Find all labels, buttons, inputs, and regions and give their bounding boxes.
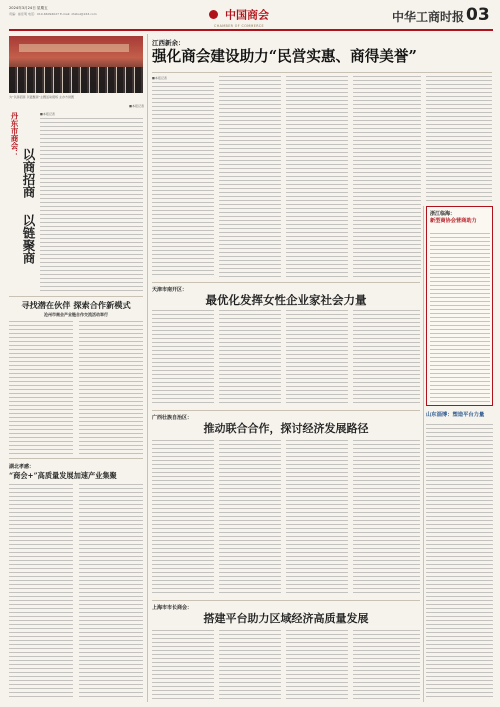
story2-body-col1 (152, 310, 214, 406)
story3-title: 推动联合合作，探讨经济发展路径 (203, 422, 369, 435)
story4-kicker: 上海市市长商会： (152, 605, 193, 611)
story4-body-col1 (152, 630, 214, 700)
story2-rule (152, 282, 420, 283)
logo-box (198, 4, 280, 30)
top-story-body-col4 (353, 76, 421, 278)
column-rule-left (147, 34, 148, 702)
story2-kicker: 天津市南开区： (152, 287, 188, 293)
right-box-title: 新型商协会营商助力 (430, 218, 477, 224)
right-body-2 (426, 424, 493, 700)
left-article3-body-col2 (79, 484, 143, 700)
editor-line: 责编：崔佳明 电话：010-66094027 E-mail: zhzksl@163.com (9, 12, 97, 16)
story3-body-col1 (152, 440, 214, 596)
right-sidebar-box (426, 206, 493, 406)
logo-mark-icon (209, 10, 218, 19)
left-feature-byline: ■本报记者 (40, 112, 55, 116)
top-story-kicker: 江西新余： (152, 39, 185, 47)
left-article2-subtitle: 沧州市商会产业链合作交流活动举行 (44, 312, 108, 317)
logo-subtitle: CHAMBER OF COMMERCE (214, 24, 264, 28)
left-feature-title-b: 以链聚商 (21, 214, 36, 264)
story2-body-col4 (353, 310, 420, 406)
column-rule-right (423, 206, 424, 702)
photo-credit: ■本报记者 (129, 104, 144, 108)
story3-rule (152, 410, 420, 411)
page-number: 03 (466, 5, 490, 25)
left-divider-2 (9, 458, 143, 459)
right-box-body (430, 233, 490, 403)
story3-body-col3 (286, 440, 348, 596)
top-story-title: 强化商会建设助力“民営实惠、商得美誉” (152, 48, 417, 65)
story4-body-col3 (286, 630, 348, 700)
top-story-rule (152, 72, 492, 73)
left-article3-title: “商会+”高质量发展加速产业集聚 (9, 471, 117, 480)
masthead-rule (9, 29, 493, 31)
story3-body-col4 (353, 440, 420, 596)
story4-body-col4 (353, 630, 420, 700)
left-article2-body-col1 (9, 321, 73, 454)
section-name: 中华工商时报 (392, 10, 465, 24)
right-box-kicker: 浙江临海： (430, 211, 456, 217)
story2-title: 最优化发挥女性企业家社会力量 (205, 293, 367, 307)
top-story-body-col3 (286, 76, 348, 278)
top-story-body-col1 (152, 82, 214, 278)
masthead (0, 0, 500, 34)
story4-body-col2 (219, 630, 281, 700)
left-divider-1 (9, 296, 143, 297)
story4-rule (152, 600, 420, 601)
date-line: 2024年3月24日 星期五 (9, 6, 48, 10)
left-article3-body-col1 (9, 484, 73, 700)
left-article2-body-col2 (79, 321, 143, 454)
top-story-body-col5 (426, 76, 492, 202)
story3-kicker: 广西壮族自治区： (152, 415, 193, 421)
right-headline-2: 山东淄博：塑造平台力量 (426, 412, 485, 418)
story4-title: 搭建平台助力区域经济高质量发展 (203, 612, 369, 625)
story3-body-col2 (219, 440, 281, 596)
left-feature-title-a: 以商招商 (21, 148, 36, 198)
photo-caption: 为“以商招商 以链聚商”主题活动现场 主办方供图 (9, 95, 75, 99)
left-feature-body (40, 118, 143, 292)
left-feature-kicker: 丹东市商会： (10, 112, 19, 157)
top-story-body-col2 (219, 76, 281, 278)
event-photo (9, 36, 143, 93)
story2-body-col2 (219, 310, 281, 406)
top-story-byline: ■本报记者 (152, 76, 167, 80)
left-article3-kicker: 湖北孝感： (9, 464, 35, 470)
story2-body-col3 (286, 310, 348, 406)
logo-title: 中国商会 (225, 8, 270, 22)
left-article2-title: 寻找潜在伙伴 探索合作新模式 (21, 300, 131, 310)
